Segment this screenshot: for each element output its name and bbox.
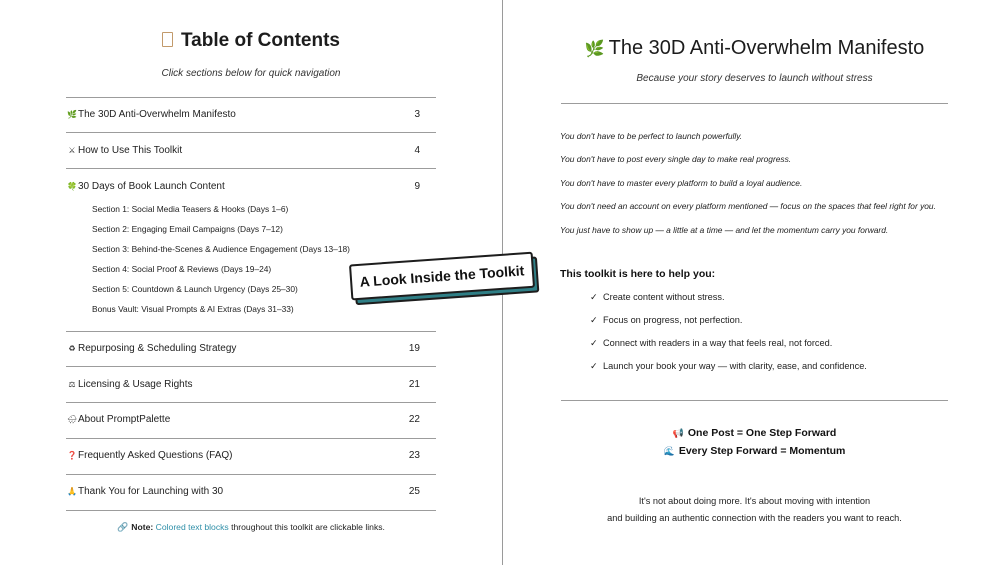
toc-entry-label: Licensing & Usage Rights <box>78 379 193 390</box>
toc-entry-30-days[interactable] <box>66 181 436 197</box>
slogan-one-post <box>504 427 1005 439</box>
slogan-text: One Post = One Step Forward <box>687 427 837 439</box>
help-bullet <box>590 315 742 326</box>
help-bullet-text: Focus on progress, not perfection. <box>603 315 743 325</box>
toc-section-4[interactable]: Section 4: Social Proof & Reviews (Days 19–24) <box>92 264 272 274</box>
note-label: Note: <box>131 522 154 532</box>
help-bullet <box>590 338 832 349</box>
toc-divider <box>66 168 436 169</box>
leaf-icon: 🌿 <box>584 41 605 58</box>
manifesto-line: You don't have to post every single day to make real progress. <box>560 154 792 164</box>
toc-entry-page: 25 <box>408 486 420 497</box>
toc-section-1[interactable]: Section 1: Social Media Teasers & Hooks (Days 1–6) <box>92 204 289 214</box>
crossed-swords-icon: ⚔ <box>68 146 76 155</box>
toc-entry-label: How to Use This Toolkit <box>78 145 183 156</box>
toc-entry-page: 4 <box>414 145 420 156</box>
help-bullet-text: Launch your book your way — with clarity, ease, and confidence. <box>603 361 867 371</box>
check-icon: ✓ <box>590 315 598 325</box>
toc-subtitle: Click sections below for quick navigation <box>161 68 341 79</box>
help-bullet-text: Connect with readers in a way that feels real, not forced. <box>603 338 833 348</box>
toc-entry-page: 9 <box>414 181 420 192</box>
stamp-label: A Look Inside the Toolkit <box>349 252 535 301</box>
toc-entry-label: Thank You for Launching with 30 <box>78 486 224 497</box>
toc-divider <box>66 366 436 367</box>
manifesto-divider <box>561 400 948 401</box>
help-bullet <box>590 361 867 372</box>
toc-divider <box>66 438 436 439</box>
manifesto-subtitle: Because your story deserves to launch without stress <box>636 73 873 84</box>
check-icon: ✓ <box>590 361 598 371</box>
slogan-momentum <box>504 445 1005 457</box>
bookmark-icon <box>162 32 173 47</box>
toc-entry-page: 23 <box>408 450 420 461</box>
recycle-icon: ♻ <box>68 344 76 353</box>
toc-title <box>0 30 502 52</box>
question-icon: ❓ <box>67 451 77 460</box>
manifesto-line: You don't have to be perfect to launch powerfully. <box>560 131 743 141</box>
toc-entry-label: 30 Days of Book Launch Content <box>78 181 225 192</box>
manifesto-title-text: The 30D Anti-Overwhelm Manifesto <box>608 37 925 59</box>
toc-section-5[interactable]: Section 5: Countdown & Launch Urgency (Days 25–30) <box>92 284 298 294</box>
toc-entry-manifesto[interactable] <box>66 109 436 125</box>
toc-section-2[interactable]: Section 2: Engaging Email Campaigns (Days 7–12) <box>92 224 283 234</box>
scales-icon: ⚖ <box>68 380 76 389</box>
help-heading: This toolkit is here to help you: <box>560 268 716 280</box>
toc-divider <box>66 97 436 98</box>
toc-entry-page: 3 <box>414 109 420 120</box>
toc-entry-page: 21 <box>408 379 420 390</box>
toc-divider <box>66 402 436 403</box>
toc-entry-label: Frequently Asked Questions (FAQ) <box>78 450 233 461</box>
toc-entry-page: 22 <box>408 414 420 425</box>
leaf-icon: 🌿 <box>67 110 77 119</box>
toc-entry-thank-you[interactable] <box>66 486 436 502</box>
rain-cloud-icon: 🌧 <box>66 415 78 424</box>
note-line <box>0 522 502 533</box>
check-icon: ✓ <box>590 338 598 348</box>
toc-entry-how-to-use[interactable] <box>66 145 436 161</box>
toc-divider <box>66 474 436 475</box>
help-bullet <box>590 292 725 303</box>
megaphone-icon: 📢 <box>672 428 684 438</box>
toc-entry-label: The 30D Anti-Overwhelm Manifesto <box>78 109 236 120</box>
manifesto-line: You just have to show up — a little at a time — and let the momentum carry you forward. <box>560 225 889 235</box>
toc-entry-label: About PromptPalette <box>78 414 171 425</box>
praying-hands-icon: 🙏 <box>67 487 77 496</box>
wave-icon: 🌊 <box>663 446 675 456</box>
toc-section-bonus[interactable]: Bonus Vault: Visual Prompts & AI Extras (Days 31–33) <box>92 304 294 314</box>
clover-icon: 🍀 <box>67 182 77 191</box>
toc-divider <box>66 132 436 133</box>
manifesto-divider <box>561 103 948 104</box>
manifesto-line: You don't need an account on every platform mentioned — focus on the spaces that feel right for you. <box>560 201 936 211</box>
toc-entry-repurposing[interactable] <box>66 343 436 359</box>
note-text: throughout this toolkit are clickable links. <box>228 522 385 532</box>
note-link[interactable]: Colored text blocks <box>155 522 229 532</box>
closing-line: It's not about doing more. It's about moving with intention <box>638 496 871 506</box>
toc-section-3[interactable]: Section 3: Behind-the-Scenes & Audience Engagement (Days 13–18) <box>92 244 350 254</box>
toc-divider <box>66 331 436 332</box>
manifesto-title <box>504 37 1005 60</box>
toc-entry-licensing[interactable] <box>66 379 436 395</box>
toc-entry-label: Repurposing & Scheduling Strategy <box>78 343 237 354</box>
toc-title-text: Table of Contents <box>180 30 341 51</box>
toc-entry-about[interactable] <box>66 414 436 430</box>
slogan-text: Every Step Forward = Momentum <box>678 445 846 457</box>
check-icon: ✓ <box>590 292 598 302</box>
manifesto-line: You don't have to master every platform to build a loyal audience. <box>560 178 803 188</box>
toc-divider <box>66 510 436 511</box>
toc-entry-page: 19 <box>408 343 420 354</box>
manifesto-page <box>504 0 1005 565</box>
paperclip-icon: 🔗 <box>117 522 129 532</box>
toc-entry-faq[interactable] <box>66 450 436 466</box>
help-bullet-text: Create content without stress. <box>603 292 725 302</box>
closing-line: and building an authentic connection with the readers you want to reach. <box>607 513 902 523</box>
